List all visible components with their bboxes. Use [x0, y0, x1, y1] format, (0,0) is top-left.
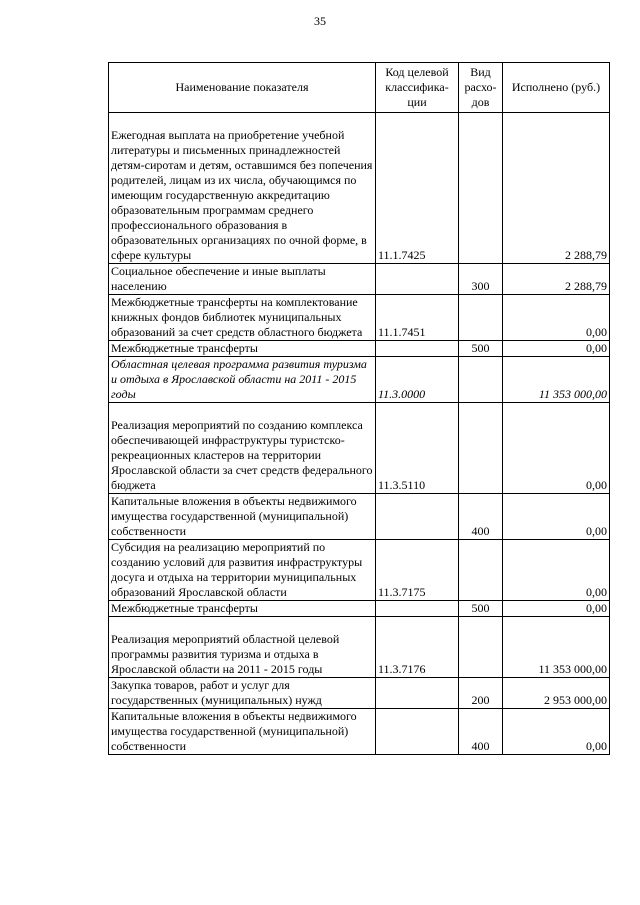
row-expense-type	[459, 617, 503, 678]
row-code: 11.1.7451	[376, 295, 459, 341]
table-row	[109, 264, 610, 295]
row-name: Социальное обеспечение и иные выплаты населению	[109, 264, 376, 295]
table-row	[109, 113, 610, 264]
row-amount: 0,00	[503, 601, 610, 617]
header-name: Наименование показателя	[109, 63, 376, 113]
row-name: Межбюджетные трансферты	[109, 601, 376, 617]
row-expense-type: 500	[459, 341, 503, 357]
header-type: Вид расхо-дов	[459, 63, 503, 113]
table-row	[109, 403, 610, 494]
table-row	[109, 494, 610, 540]
row-name: Субсидия на реализацию мероприятий по созданию условий для развития инфраструктуры досуга и отдыха на территории муниципальных образований Ярославской области	[109, 540, 376, 601]
row-code: 11.3.0000	[376, 357, 459, 403]
row-amount: 0,00	[503, 709, 610, 755]
header-amount: Исполнено (руб.)	[503, 63, 610, 113]
page-number: 35	[314, 14, 326, 28]
row-code	[376, 678, 459, 709]
row-amount: 2 288,79	[503, 264, 610, 295]
row-expense-type: 400	[459, 494, 503, 540]
row-amount: 11 353 000,00	[503, 617, 610, 678]
row-code	[376, 494, 459, 540]
row-amount: 0,00	[503, 403, 610, 494]
table-row	[109, 540, 610, 601]
row-amount: 0,00	[503, 295, 610, 341]
row-code	[376, 601, 459, 617]
table-row	[109, 341, 610, 357]
row-name: Реализация мероприятий по созданию комплекса обеспечивающей инфраструктуры туристско-рекреационных кластеров на территории Ярославской области за счет средств федерального бюджета	[109, 403, 376, 494]
row-expense-type	[459, 403, 503, 494]
table-row	[109, 357, 610, 403]
row-code	[376, 264, 459, 295]
table-header-row	[109, 63, 610, 113]
row-name: Капитальные вложения в объекты недвижимого имущества государственной (муниципальной) собственности	[109, 494, 376, 540]
row-amount: 0,00	[503, 341, 610, 357]
row-expense-type: 400	[459, 709, 503, 755]
row-expense-type: 500	[459, 601, 503, 617]
row-expense-type: 200	[459, 678, 503, 709]
row-name: Межбюджетные трансферты	[109, 341, 376, 357]
row-name: Межбюджетные трансферты на комплектование книжных фондов библиотек муниципальных образований за счет средств областного бюджета	[109, 295, 376, 341]
row-name: Капитальные вложения в объекты недвижимого имущества государственной (муниципальной) собственности	[109, 709, 376, 755]
row-code: 11.3.7176	[376, 617, 459, 678]
row-code	[376, 341, 459, 357]
row-amount: 2 953 000,00	[503, 678, 610, 709]
row-expense-type	[459, 357, 503, 403]
row-amount: 0,00	[503, 494, 610, 540]
row-code: 11.1.7425	[376, 113, 459, 264]
row-name: Закупка товаров, работ и услуг для государственных (муниципальных) нужд	[109, 678, 376, 709]
row-name: Реализация мероприятий областной целевой программы развития туризма и отдыха в Ярославской области на 2011 - 2015 годы	[109, 617, 376, 678]
row-code: 11.3.5110	[376, 403, 459, 494]
table-row	[109, 295, 610, 341]
row-name: Ежегодная выплата на приобретение учебной литературы и письменных принадлежностей детям-сиротам и детям, оставшимся без попечения родителей, лицам из их числа, обучающимся по имеющим государственную аккредитацию образовательным программам среднего профессионального образования в образовательных организациях по очной форме, в сфере культуры	[109, 113, 376, 264]
budget-execution-table	[108, 62, 610, 755]
table-row	[109, 678, 610, 709]
row-expense-type: 300	[459, 264, 503, 295]
row-code: 11.3.7175	[376, 540, 459, 601]
row-expense-type	[459, 540, 503, 601]
header-code: Код целевой классифика-ции	[376, 63, 459, 113]
table-row	[109, 709, 610, 755]
row-expense-type	[459, 295, 503, 341]
row-expense-type	[459, 113, 503, 264]
table-row	[109, 617, 610, 678]
row-amount: 0,00	[503, 540, 610, 601]
row-code	[376, 709, 459, 755]
table-row	[109, 601, 610, 617]
row-amount: 2 288,79	[503, 113, 610, 264]
row-amount: 11 353 000,00	[503, 357, 610, 403]
row-name: Областная целевая программа развития туризма и отдыха в Ярославской области на 2011 - 2015 годы	[109, 357, 376, 403]
